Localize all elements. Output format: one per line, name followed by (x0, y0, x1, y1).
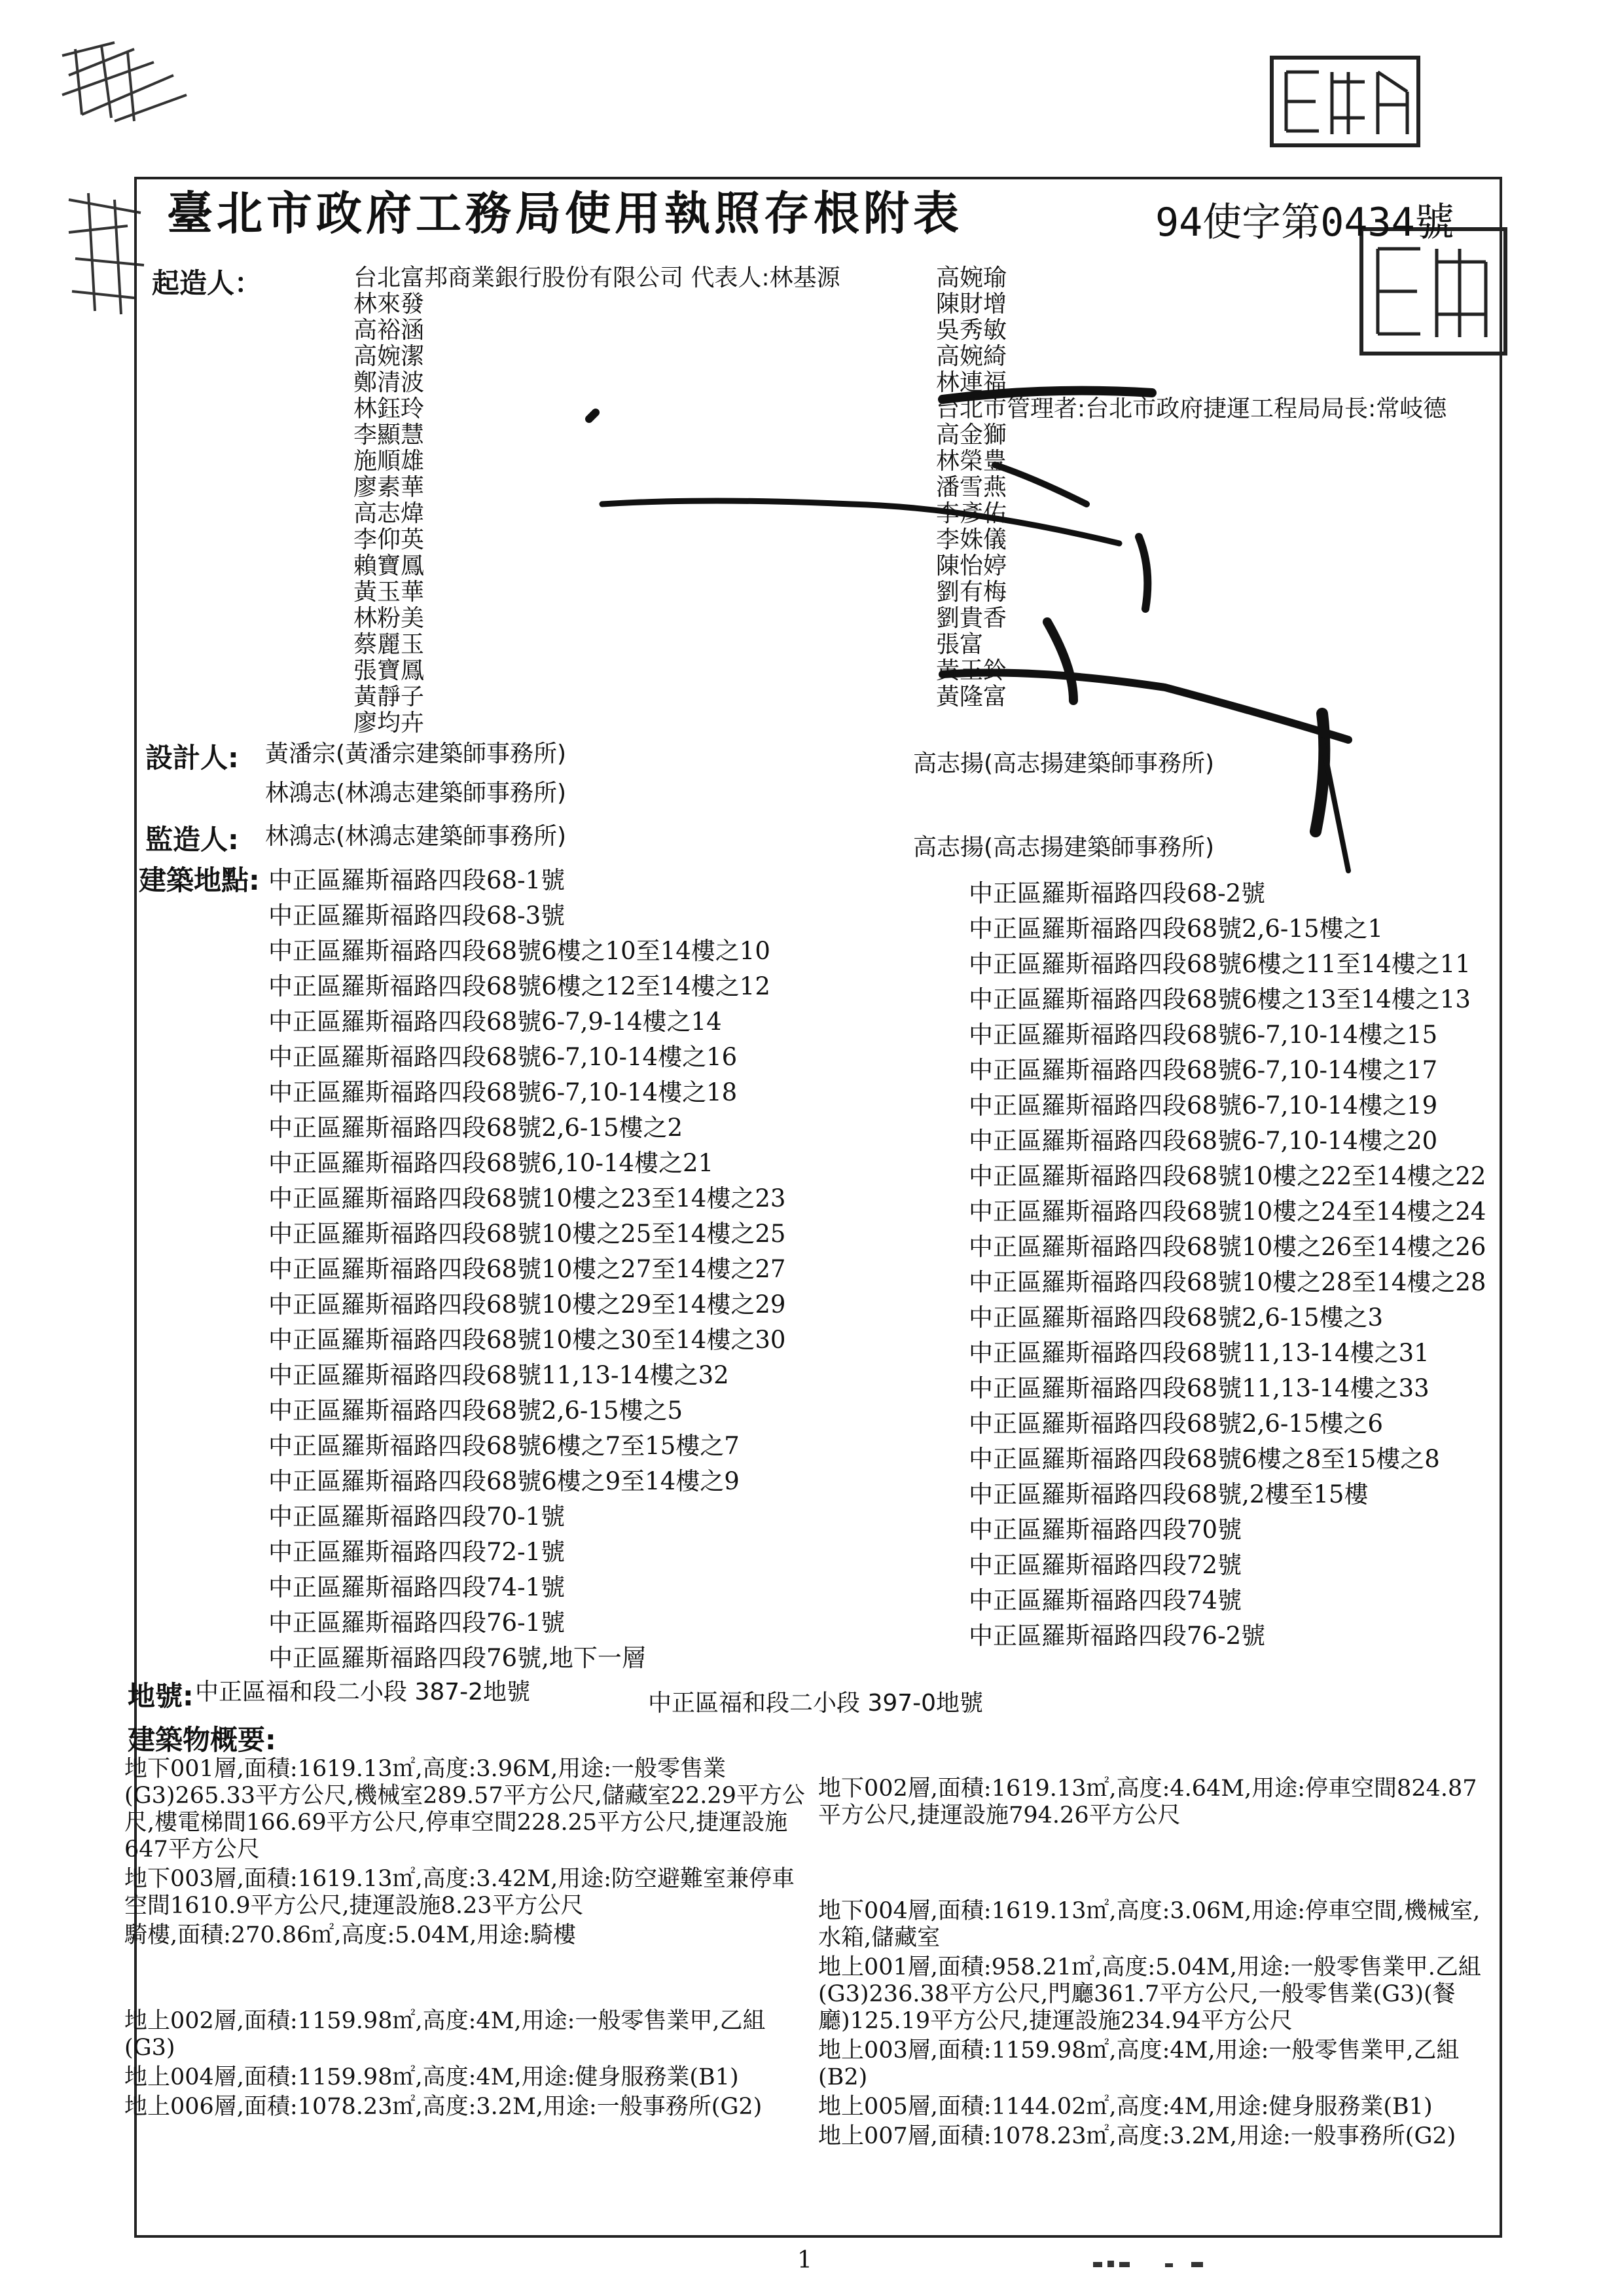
builder-name: 潘雪燕 (936, 474, 1007, 501)
builder-name: 黃玉鈴 (936, 657, 1007, 684)
designer-name: 林鴻志(林鴻志建築師事務所) (265, 780, 567, 807)
address-line: 中正區羅斯福路四段68號6樓之11至14樓之11 (969, 950, 1471, 978)
address-line: 中正區羅斯福路四段68號2,6-15樓之5 (268, 1396, 683, 1425)
floor-summary: 地下004層,面積:1619.13㎡,高度:3.06M,用途:停車空間,機械室,水箱,儲藏室 (818, 1898, 1481, 1951)
builder-name: 施順雄 (353, 448, 425, 475)
supervisor-label: 監造人: (145, 824, 239, 856)
address-line: 中正區羅斯福路四段68號10樓之30至14樓之30 (268, 1326, 786, 1354)
scan-artifact-icon (1093, 2255, 1231, 2275)
address-line: 中正區羅斯福路四段68號6,10-14樓之21 (268, 1149, 714, 1177)
address-line: 中正區羅斯福路四段72-1號 (268, 1538, 566, 1566)
address-line: 中正區羅斯福路四段72號 (969, 1551, 1242, 1579)
builder-name: 劉貴香 (936, 605, 1007, 632)
address-line: 中正區羅斯福路四段68號10樓之27至14樓之27 (268, 1255, 786, 1283)
address-line: 中正區羅斯福路四段68號11,13-14樓之32 (268, 1361, 729, 1389)
builder-name: 李仰英 (353, 526, 425, 553)
address-line: 中正區羅斯福路四段74-1號 (268, 1573, 566, 1601)
address-line: 中正區羅斯福路四段68號,2樓至15樓 (969, 1480, 1369, 1508)
address-line: 中正區羅斯福路四段68號11,13-14樓之31 (969, 1339, 1429, 1367)
address-line: 中正區羅斯福路四段70號 (969, 1516, 1242, 1544)
floor-summary: 地下001層,面積:1619.13㎡,高度:3.96M,用途:一般零售業(G3)265.33平方公尺,機械室289.57平方公尺,儲藏室22.29平方公尺,樓電梯間166.69平方公尺,停車空間228.25平方公尺,捷運設施647平方公尺 (124, 1756, 805, 1863)
address-line: 中正區羅斯福路四段70-1號 (268, 1503, 566, 1531)
address-line: 中正區羅斯福路四段68號11,13-14樓之33 (969, 1374, 1429, 1402)
page-title: 臺北市政府工務局使用執照存根附表 (167, 186, 963, 240)
builder-name: 鄭清波 (353, 369, 425, 396)
address-line: 中正區羅斯福路四段68-3號 (268, 902, 566, 930)
designer-name: 黃潘宗(黃潘宗建築師事務所) (265, 740, 567, 767)
address-line: 中正區羅斯福路四段76號,地下一層 (268, 1644, 646, 1672)
builder-name: 陳怡婷 (936, 553, 1007, 579)
builder-name: 高志煒 (353, 500, 425, 527)
site-addresses-left (268, 863, 785, 1676)
address-line: 中正區羅斯福路四段68號2,6-15樓之3 (969, 1303, 1384, 1332)
address-line: 中正區羅斯福路四段68號10樓之29至14樓之29 (268, 1290, 786, 1319)
address-line: 中正區羅斯福路四段76-2號 (969, 1622, 1266, 1650)
page-number: 1 (797, 2247, 812, 2274)
builder-name: 張寶鳳 (353, 657, 425, 684)
address-line: 中正區羅斯福路四段68號6樓之12至14樓之12 (268, 972, 770, 1000)
permit-number: 94使字第0434號 (1155, 200, 1454, 246)
supervisor-name: 林鴻志(林鴻志建築師事務所) (265, 823, 567, 850)
builder-label: 起造人： (152, 267, 262, 299)
builder-company: 台北富邦商業銀行股份有限公司 代表人:林基源 (353, 264, 840, 291)
address-line: 中正區羅斯福路四段68號2,6-15樓之6 (969, 1410, 1384, 1438)
floor-summary: 地上004層,面積:1159.98㎡,高度:4M,用途:健身服務業(B1) (124, 2064, 739, 2090)
address-line: 中正區羅斯福路四段68號10樓之25至14樓之25 (268, 1220, 786, 1248)
summary-right (818, 1776, 1492, 2153)
seal-stamp-top-left (56, 36, 193, 128)
address-line: 中正區羅斯福路四段68-1號 (268, 866, 566, 894)
builder-name: 高金獅 (936, 422, 1007, 448)
builder-name: 廖均卉 (353, 710, 425, 737)
address-line: 中正區羅斯福路四段68號6-7,10-14樓之18 (268, 1078, 738, 1106)
builder-name: 李彥佑 (936, 500, 1007, 527)
site-addresses-right (969, 876, 1486, 1654)
address-line: 中正區羅斯福路四段74號 (969, 1586, 1242, 1614)
floor-summary: 地上003層,面積:1159.98㎡,高度:4M,用途:一般零售業甲,乙組(B2) (818, 2037, 1460, 2090)
builder-name: 林來發 (353, 291, 425, 318)
summary-left (124, 1756, 805, 2123)
floor-summary: 地上007層,面積:1078.23㎡,高度:3.2M,用途:一般事務所(G2) (818, 2123, 1456, 2149)
builder-name: 林粉美 (353, 605, 425, 632)
builder-name: 李姝儀 (936, 526, 1007, 553)
designer-name: 高志揚(高志揚建築師事務所) (913, 750, 1215, 777)
lot-label: 地號: (128, 1680, 194, 1712)
builder-name: 林榮豊 (936, 448, 1007, 475)
address-line: 中正區羅斯福路四段68號2,6-15樓之1 (969, 915, 1384, 943)
builder-names-right-top (936, 265, 1447, 710)
designer-label: 設計人: (145, 742, 239, 774)
builder-name: 賴寶鳳 (353, 553, 425, 579)
address-line: 中正區羅斯福路四段68號6-7,10-14樓之16 (268, 1043, 738, 1071)
builder-name: 黃隆富 (936, 683, 1007, 710)
builder-name: 陳財增 (936, 291, 1007, 318)
builder-name: 黃靜子 (353, 683, 425, 710)
builder-names-left (353, 291, 424, 737)
floor-summary: 騎樓,面積:270.86㎡,高度:5.04M,用途:騎樓 (124, 1922, 576, 1948)
address-line: 中正區羅斯福路四段68號10樓之24至14樓之24 (969, 1197, 1486, 1226)
builder-name: 高裕涵 (353, 317, 425, 344)
address-line: 中正區羅斯福路四段68號2,6-15樓之2 (268, 1114, 683, 1142)
lot-number: 中正區福和段二小段 397-0地號 (648, 1690, 984, 1717)
floor-summary: 地上006層,面積:1078.23㎡,高度:3.2M,用途:一般事務所(G2) (124, 2094, 763, 2120)
address-line: 中正區羅斯福路四段68號10樓之23至14樓之23 (268, 1184, 786, 1212)
address-line: 中正區羅斯福路四段68號6-7,9-14樓之14 (268, 1008, 722, 1036)
address-line: 中正區羅斯福路四段76-1號 (268, 1609, 566, 1637)
address-line: 中正區羅斯福路四段68號6樓之8至15樓之8 (969, 1445, 1440, 1473)
builder-name: 高婉綺 (936, 343, 1007, 370)
builder-name: 黃玉華 (353, 579, 425, 606)
address-line: 中正區羅斯福路四段68號6樓之13至14樓之13 (969, 985, 1471, 1013)
supervisor-name: 高志揚(高志揚建築師事務所) (913, 834, 1215, 861)
builder-name: 林連福 (936, 369, 1007, 396)
builder-name: 林鈺玲 (353, 395, 425, 422)
manager-line: 台北市管理者:台北市政府捷運工程局局長:常岐德 (936, 395, 1447, 422)
address-line: 中正區羅斯福路四段68-2號 (969, 879, 1266, 907)
builder-name: 劉有梅 (936, 579, 1007, 606)
address-line: 中正區羅斯福路四段68號10樓之28至14樓之28 (969, 1268, 1486, 1296)
builder-name: 廖素華 (353, 474, 425, 501)
builder-name: 張富 (936, 631, 984, 658)
address-line: 中正區羅斯福路四段68號6樓之9至14樓之9 (268, 1467, 740, 1495)
floor-summary: 地下003層,面積:1619.13㎡,高度:3.42M,用途:防空避難室兼停車空間1610.9平方公尺,捷運設施8.23平方公尺 (124, 1866, 795, 1919)
seal-stamp-top-right (1267, 52, 1424, 151)
floor-summary: 地上002層,面積:1159.98㎡,高度:4M,用途:一般零售業甲,乙組(G3) (124, 2008, 766, 2061)
address-line: 中正區羅斯福路四段68號6-7,10-14樓之15 (969, 1021, 1438, 1049)
floor-summary: 地上005層,面積:1144.02㎡,高度:4M,用途:健身服務業(B1) (818, 2094, 1433, 2120)
builder-name: 吳秀敏 (936, 317, 1007, 344)
builder-name: 高婉潔 (353, 343, 425, 370)
floor-summary: 地下002層,面積:1619.13㎡,高度:4.64M,用途:停車空間824.87平方公尺,捷運設施794.26平方公尺 (818, 1776, 1477, 1829)
address-line: 中正區羅斯福路四段68號10樓之26至14樓之26 (969, 1233, 1486, 1261)
summary-label: 建築物概要: (128, 1724, 276, 1756)
address-line: 中正區羅斯福路四段68號6-7,10-14樓之19 (969, 1091, 1438, 1120)
builder-name: 高婉瑜 (936, 264, 1007, 291)
floor-summary: 地上001層,面積:958.21㎡,高度:5.04M,用途:一般零售業甲.乙組(G3)236.38平方公尺,門廳361.7平方公尺,一般零售業(G3)(餐廳)125.19平方公尺,捷運設施234.94平方公尺 (818, 1954, 1481, 2034)
builder-name: 李顯慧 (353, 422, 425, 448)
address-line: 中正區羅斯福路四段68號6-7,10-14樓之17 (969, 1056, 1438, 1084)
lot-number: 中正區福和段二小段 387-2地號 (195, 1679, 531, 1705)
address-line: 中正區羅斯福路四段68號6樓之10至14樓之10 (268, 937, 770, 965)
site-label: 建築地點: (139, 864, 260, 896)
address-line: 中正區羅斯福路四段68號6-7,10-14樓之20 (969, 1127, 1438, 1155)
builder-name: 蔡麗玉 (353, 631, 425, 658)
address-line: 中正區羅斯福路四段68號10樓之22至14樓之22 (969, 1162, 1486, 1190)
address-line: 中正區羅斯福路四段68號6樓之7至15樓之7 (268, 1432, 740, 1460)
